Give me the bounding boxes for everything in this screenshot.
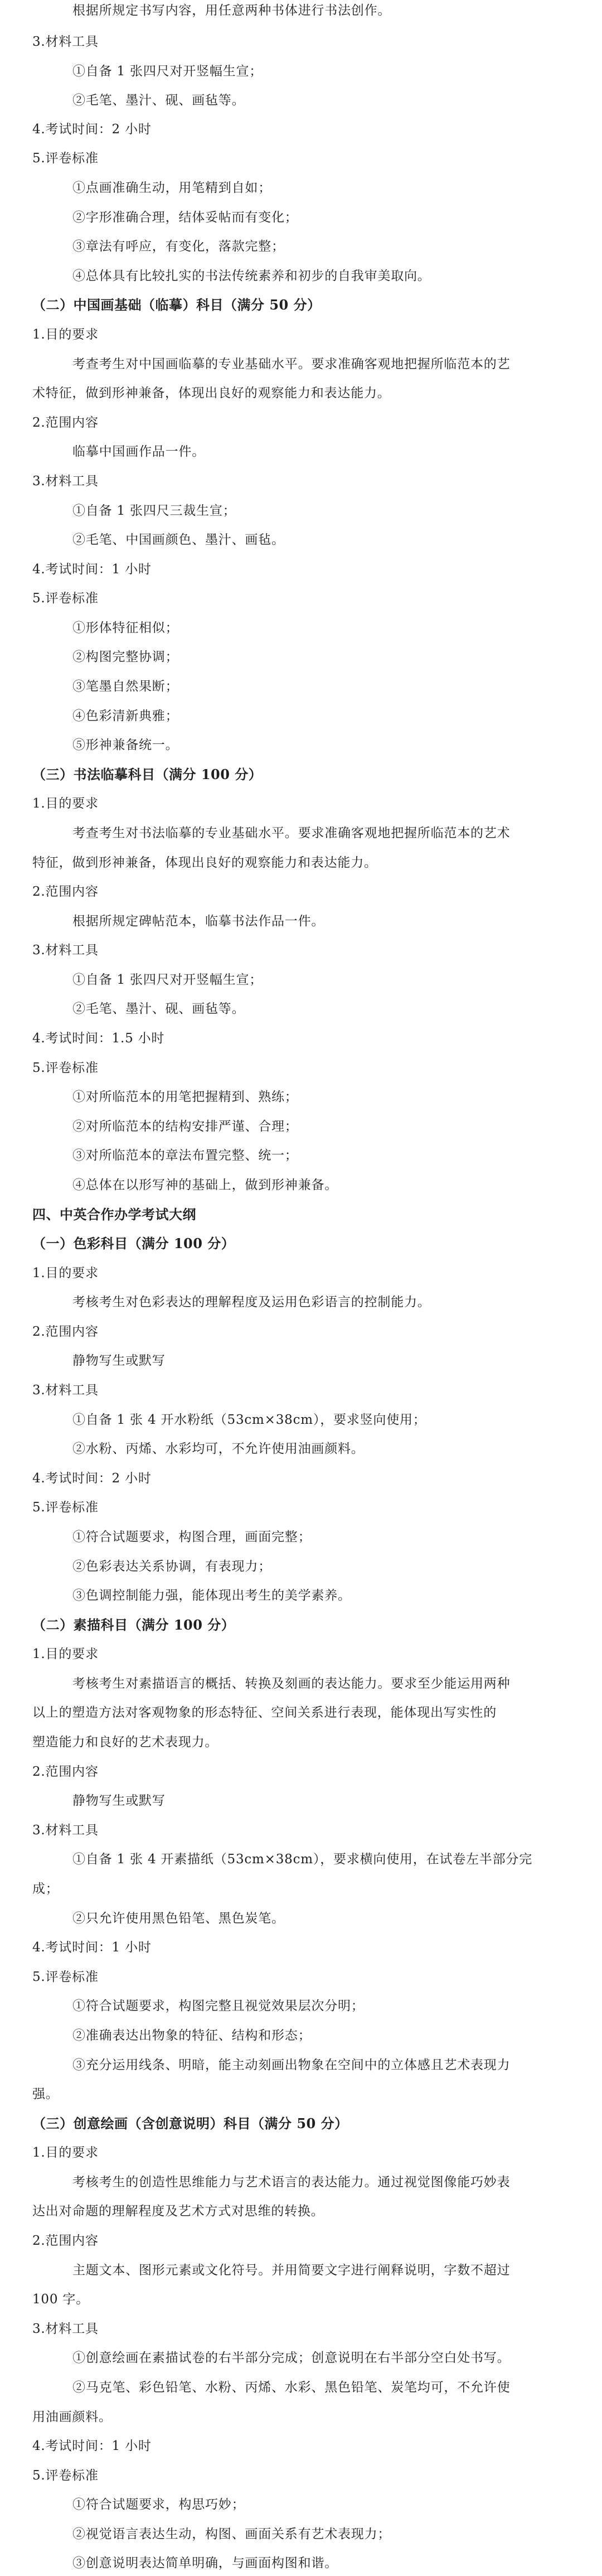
text-line: 1.目的要求	[32, 327, 99, 342]
text-line: 4.考试时间：1 小时	[32, 1940, 152, 1955]
text-line: 考核考生对色彩表达的理解程度及运用色彩语言的控制能力。	[72, 1295, 431, 1309]
text-line: ⑤形神兼备统一。	[72, 738, 179, 752]
text-line: ①自备 1 张四尺三裁生宣；	[72, 504, 236, 518]
text-line: 成；	[32, 1882, 59, 1896]
text-line: ③创意说明表达简单明确，与画面构图和谐。	[72, 2556, 338, 2570]
section-heading: （二）中国画基础（临摹）科目（满分 50 分）	[32, 297, 321, 313]
text-line: 3.材料工具	[32, 35, 99, 49]
text-line: ②毛笔、墨汁、砚、画毡等。	[72, 1002, 245, 1016]
text-line: 4.考试时间：1.5 小时	[32, 1031, 165, 1046]
text-line: ②毛笔、中国画颜色、墨汁、画毡。	[72, 533, 285, 547]
text-line: ②字形准确合理，结体妥帖而有变化；	[72, 210, 298, 225]
text-line: 4.考试时间：2 小时	[32, 122, 152, 137]
text-line: ③章法有呼应，有变化，落款完整；	[72, 239, 285, 254]
text-line: ①符合试题要求，构图合理，画面完整；	[72, 1530, 312, 1544]
text-line: ②对所临范本的结构安排严谨、合理；	[72, 1119, 298, 1134]
text-line: ②只允许使用黑色铅笔、黑色炭笔。	[72, 1911, 285, 1926]
section-heading: 四、中英合作办学考试大纲	[32, 1206, 196, 1222]
section-heading: （三）创意绘画（含创意说明）科目（满分 50 分）	[32, 2115, 348, 2132]
text-line: 2.范围内容	[32, 885, 99, 899]
text-line: 5.评卷标准	[32, 1061, 99, 1075]
section-heading: （三）书法临摹科目（满分 100 分）	[32, 766, 263, 782]
text-line: 3.材料工具	[32, 2322, 99, 2336]
text-line: ②色彩表达关系协调，有表现力；	[72, 1559, 271, 1574]
text-line: ①符合试题要求，构图完整且视觉效果层次分明；	[72, 1999, 365, 2013]
text-line: 4.考试时间：2 小时	[32, 1471, 152, 1486]
text-line: 术特征，做到形神兼备，体现出良好的观察能力和表达能力。	[32, 386, 391, 400]
text-line: ①自备 1 张四尺对开竖幅生宣；	[72, 973, 263, 987]
text-line: 3.材料工具	[32, 1383, 99, 1398]
text-line: 4.考试时间：1 小时	[32, 562, 152, 577]
text-line: 考查考生对书法临摹的专业基础水平。要求准确客观地把握所临范本的艺术	[72, 826, 511, 840]
text-line: 特征，做到形神兼备，体现出良好的观察能力和表达能力。	[32, 856, 377, 870]
text-line: 2.范围内容	[32, 2234, 99, 2248]
text-line: 1.目的要求	[32, 1647, 99, 1661]
text-line: 主题文本、图形元素或文化符号。并用简要文字进行阐释说明，字数不超过	[72, 2263, 511, 2278]
text-line: ①符合试题要求，构思巧妙；	[72, 2497, 245, 2512]
text-line: ③笔墨自然果断；	[72, 679, 179, 694]
text-line: ②毛笔、墨汁、砚、画毡等。	[72, 93, 245, 108]
text-line: 4.考试时间：1 小时	[32, 2439, 152, 2453]
text-line: 1.目的要求	[32, 2145, 99, 2160]
text-line: 用油画颜料。	[32, 2410, 112, 2424]
text-line: ①对所临范本的用笔把握精到、熟练；	[72, 1090, 298, 1104]
text-line: ①自备 1 张 4 开素描纸（53cm×38cm），要求横向使用，在试卷左半部分完	[72, 1852, 532, 1867]
text-line: 2.范围内容	[32, 415, 99, 430]
text-line: 静物写生或默写	[72, 1794, 166, 1808]
section-heading: （二）素描科目（满分 100 分）	[32, 1617, 235, 1633]
text-line: 100 字。	[32, 2292, 90, 2307]
text-line: ①点画准确生动，用笔精到自如；	[72, 181, 271, 195]
text-line: 5.评卷标准	[32, 2468, 99, 2483]
text-line: ①自备 1 张 4 开水粉纸（53cm×38cm），要求竖向使用；	[72, 1413, 426, 1427]
section-heading: （一）色彩科目（满分 100 分）	[32, 1235, 235, 1251]
text-line: 3.材料工具	[32, 943, 99, 958]
text-line: 根据所规定碑帖范本，临摹书法作品一件。	[72, 914, 325, 929]
text-line: 3.材料工具	[32, 474, 99, 489]
text-line: 1.目的要求	[32, 796, 99, 811]
text-line: ④总体在以形写神的基础上，做到形神兼备。	[72, 1178, 338, 1192]
text-line: 5.评卷标准	[32, 591, 99, 606]
text-line: ②水粉、丙烯、水彩均可，不允许使用油画颜料。	[72, 1442, 365, 1456]
text-line: 3.材料工具	[32, 1823, 99, 1838]
text-line: 静物写生或默写	[72, 1354, 166, 1368]
text-line: 1.目的要求	[32, 1266, 99, 1280]
text-line: 考核考生的创造性思维能力与艺术语言的表达能力。通过视觉图像能巧妙表	[72, 2175, 511, 2190]
text-line: 5.评卷标准	[32, 1500, 99, 1515]
text-line: 强。	[32, 2087, 59, 2101]
text-line: 5.评卷标准	[32, 151, 99, 166]
text-line: ①形体特征相似；	[72, 621, 179, 635]
text-line: ④色彩清新典雅；	[72, 709, 179, 723]
text-line: ②马克笔、彩色铅笔、水粉、丙烯、水彩、黑色铅笔、炭笔均可，不允许使	[72, 2380, 511, 2395]
text-line: 临摹中国画作品一件。	[72, 444, 205, 459]
text-line: 达出对命题的理解程度及艺术方式对思维的转换。	[32, 2204, 324, 2219]
text-line: 5.评卷标准	[32, 1970, 99, 1984]
text-line: ③充分运用线条、明暗，能主动刻画出物象在空间中的立体感且艺术表现力	[72, 2058, 511, 2072]
text-line: 根据所规定书写内容，用任意两种书体进行书法创作。	[72, 3, 391, 18]
text-line: ②准确表达出物象的特征、结构和形态；	[72, 2028, 312, 2043]
text-line: 考核考生对素描语言的概括、转换及刻画的表达能力。要求至少能运用两种	[72, 1676, 511, 1691]
text-line: ①创意绘画在素描试卷的右半部分完成；创意说明在右半部分空白处书写。	[72, 2351, 511, 2365]
text-line: 以上的塑造方法对客观物象的形态特征、空间关系进行表现，能体现出写实性的	[32, 1705, 497, 1720]
text-line: 考查考生对中国画临摹的专业基础水平。要求准确客观地把握所临范本的艺	[72, 357, 511, 371]
text-line: 2.范围内容	[32, 1765, 99, 1779]
text-line: 2.范围内容	[32, 1325, 99, 1339]
text-line: ④总体具有比较扎实的书法传统素养和初步的自我审美取向。	[72, 269, 431, 283]
text-line: ①自备 1 张四尺对开竖幅生宣；	[72, 64, 263, 79]
text-line: ③色调控制能力强，能体现出考生的美学素养。	[72, 1588, 351, 1603]
text-line: ③对所临范本的章法布置完整、统一；	[72, 1148, 298, 1163]
text-line: 塑造能力和良好的艺术表现力。	[32, 1735, 219, 1749]
text-line: ②构图完整协调；	[72, 650, 179, 664]
text-line: ②视觉语言表达生动，构图、画面关系有艺术表现力；	[72, 2527, 391, 2541]
